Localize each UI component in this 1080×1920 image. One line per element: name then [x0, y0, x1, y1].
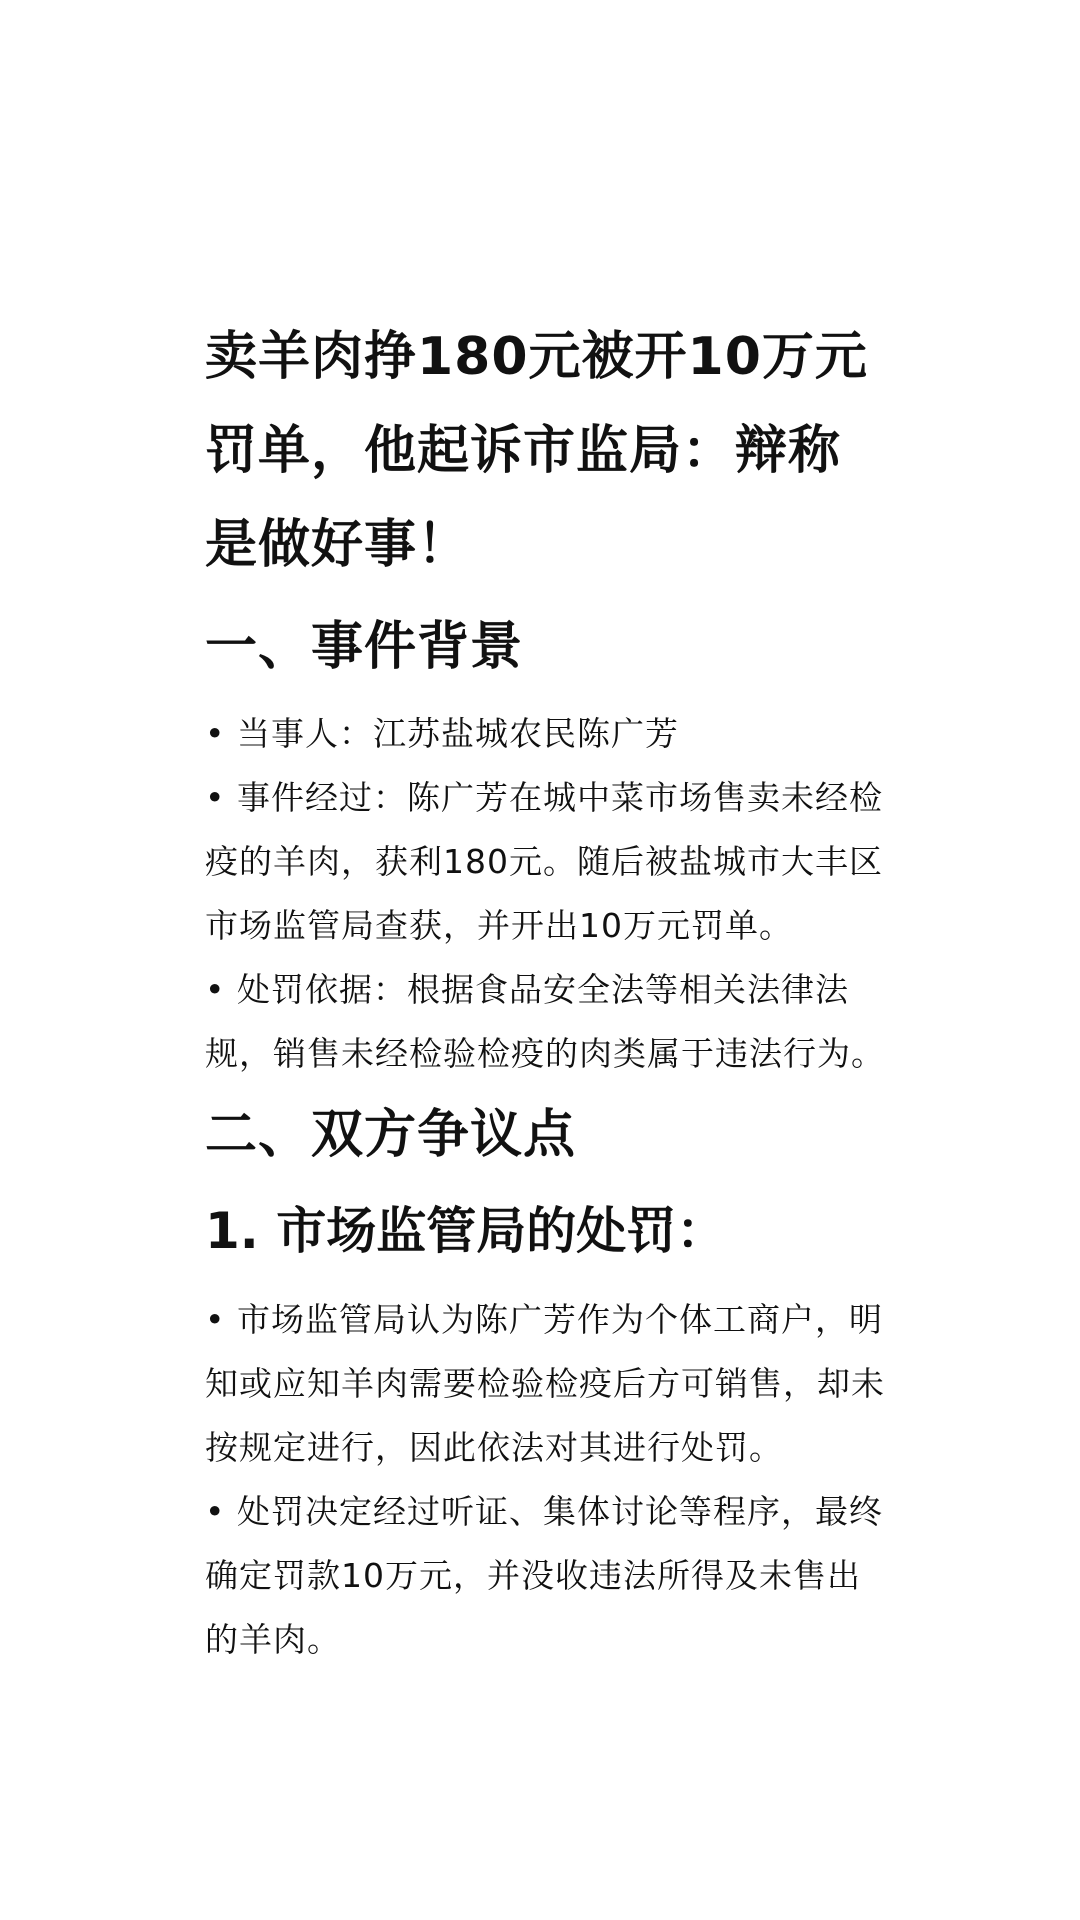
- list-item: • 处罚决定经过听证、集体讨论等程序，最终确定罚款10万元，并没收违法所得及未售出的羊肉。: [205, 1492, 883, 1659]
- section-heading-dispute: 二、双方争议点: [205, 1105, 577, 1165]
- list-item: • 市场监管局认为陈广芳作为个体工商户，明知或应知羊肉需要检验检疫后方可销售，却未按规定进行，因此依法对其进行处罚。: [205, 1300, 885, 1467]
- list-item: • 当事人：江苏盐城农民陈广芳: [205, 714, 679, 753]
- subheading-regulator-penalty: 1. 市场监管局的处罚：: [205, 1202, 727, 1260]
- background-list: [205, 702, 885, 1086]
- section-heading-background: 一、事件背景: [205, 617, 524, 677]
- article-title: 卖羊肉挣180元被开10万元罚单，他起诉市监局：辩称是做好事！: [205, 327, 868, 575]
- penalty-list: [205, 1288, 885, 1672]
- list-item: • 事件经过：陈广芳在城中菜市场售卖未经检疫的羊肉，获利180元。随后被盐城市大丰区市场监管局查获，并开出10万元罚单。: [205, 778, 883, 945]
- article-body: [205, 310, 885, 1672]
- list-item: • 处罚依据：根据食品安全法等相关法律法规，销售未经检验检疫的肉类属于违法行为。: [205, 970, 885, 1073]
